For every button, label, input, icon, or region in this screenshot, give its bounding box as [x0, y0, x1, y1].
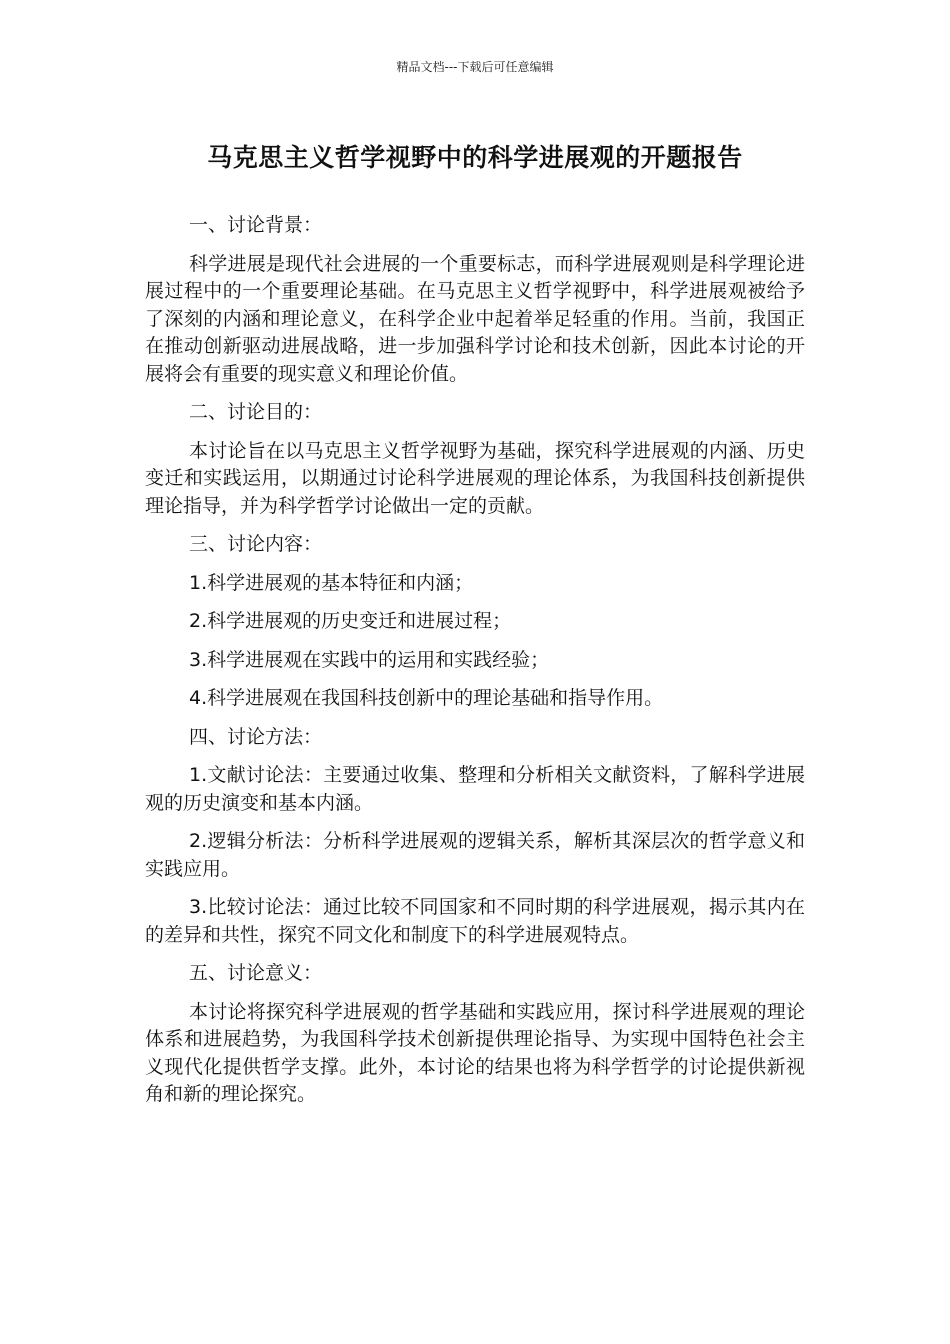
list-item-content-2: 2.科学进展观的历史变迁和进展过程；: [189, 610, 512, 632]
paragraph-purpose: 本讨论旨在以马克思主义哲学视野为基础，探究科学进展观的内涵、历史变迁和实践运用，以期通过讨论科学进展观的理论体系，为我国科技创新提供理论指导，并为科学哲学讨论做出一定的贡献。: [145, 439, 805, 517]
document-body: [145, 212, 805, 1120]
list-item-content-1: 1.科学进展观的基本特征和内涵；: [189, 571, 474, 594]
section-heading-significance: 五、讨论意义：: [189, 962, 323, 984]
header-note: 精品文档---下载后可任意编辑: [396, 60, 554, 74]
paragraph-background: 科学进展是现代社会进展的一个重要标志，而科学进展观则是科学理论进展过程中的一个重要理论基础。在马克思主义哲学视野中，科学进展观被给予了深刻的内涵和理论意义，在科学企业中起着举足轻重的作用。当前，我国正在推动创新驱动进展战略，进一步加强科学讨论和技术创新，因此本讨论的开展将会有重要的现实意义和理论价值。: [145, 252, 805, 385]
section-heading-background: 一、讨论背景：: [189, 214, 323, 236]
list-item-content-3: 3.科学进展观在实践中的运用和实践经验；: [189, 648, 550, 671]
list-item-method-1: 1.文献讨论法：主要通过收集、整理和分析相关文献资料，了解科学进展观的历史演变和基本内涵。: [145, 764, 805, 814]
list-item-method-3: 3.比较讨论法：通过比较不同国家和不同时期的科学进展观，揭示其内在的差异和共性，探究不同文化和制度下的科学进展观特点。: [145, 896, 805, 946]
section-heading-methods: 四、讨论方法：: [189, 725, 323, 748]
list-item-content-4: 4.科学进展观在我国科技创新中的理论基础和指导作用。: [189, 687, 664, 709]
document-title: 马克思主义哲学视野中的科学进展观的开题报告: [207, 143, 743, 172]
section-heading-content: 三、讨论内容：: [189, 533, 323, 555]
list-item-method-2: 2.逻辑分析法：分析科学进展观的逻辑关系，解析其深层次的哲学意义和实践应用。: [145, 830, 805, 880]
paragraph-significance: 本讨论将探究科学进展观的哲学基础和实践应用，探讨科学进展观的理论体系和进展趋势，为我国科学技术创新提供理论指导、为实现中国特色社会主义现代化提供哲学支撑。此外，本讨论的结果也将为科学哲学的讨论提供新视角和新的理论探究。: [145, 1000, 805, 1105]
section-heading-purpose: 二、讨论目的：: [189, 401, 323, 423]
